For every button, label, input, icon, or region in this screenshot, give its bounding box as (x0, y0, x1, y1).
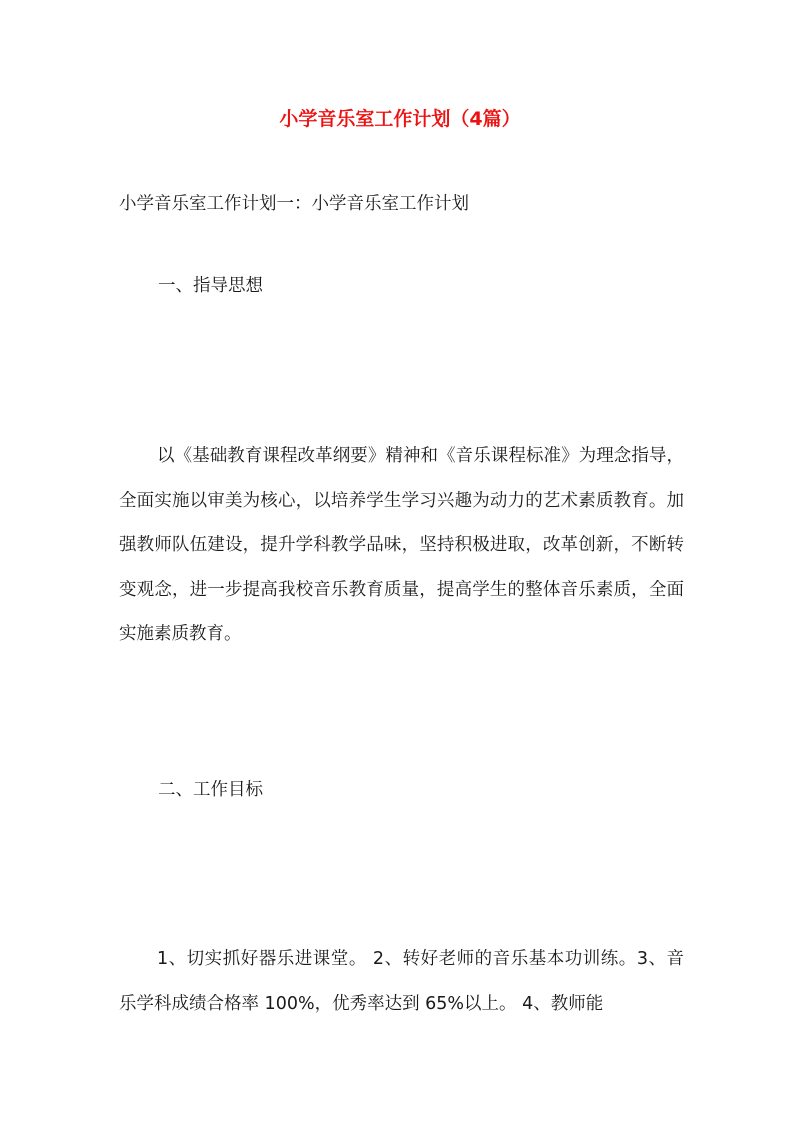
document-title: 小学音乐室工作计划（4篇） (279, 108, 521, 130)
document-subtitle: 小学音乐室工作计划一：小学音乐室工作计划 (119, 194, 469, 214)
section-paragraph-work-goals: 1、切实抓好器乐进课堂。 2、转好老师的音乐基本功训练。3、音乐学科成绩合格率 100%，优秀率达到 65%以上。 4、教师能 (119, 949, 684, 1014)
section-paragraph-guiding-ideology: 以《基础教育课程改革纲要》精神和《音乐课程标准》为理念指导，全面实施以审美为核心，以培养学生学习兴趣为动力的艺术素质教育。加强教师队伍建设，提升学科教学品味，坚持积极进取，改革创新，不断转变观念，进一步提高我校音乐教育质量，提高学生的整体音乐素质，全面实施素质教育。 (119, 446, 684, 644)
section-heading-work-goals: 二、工作目标 (158, 780, 263, 800)
section-heading-guiding-ideology: 一、指导思想 (158, 276, 263, 296)
